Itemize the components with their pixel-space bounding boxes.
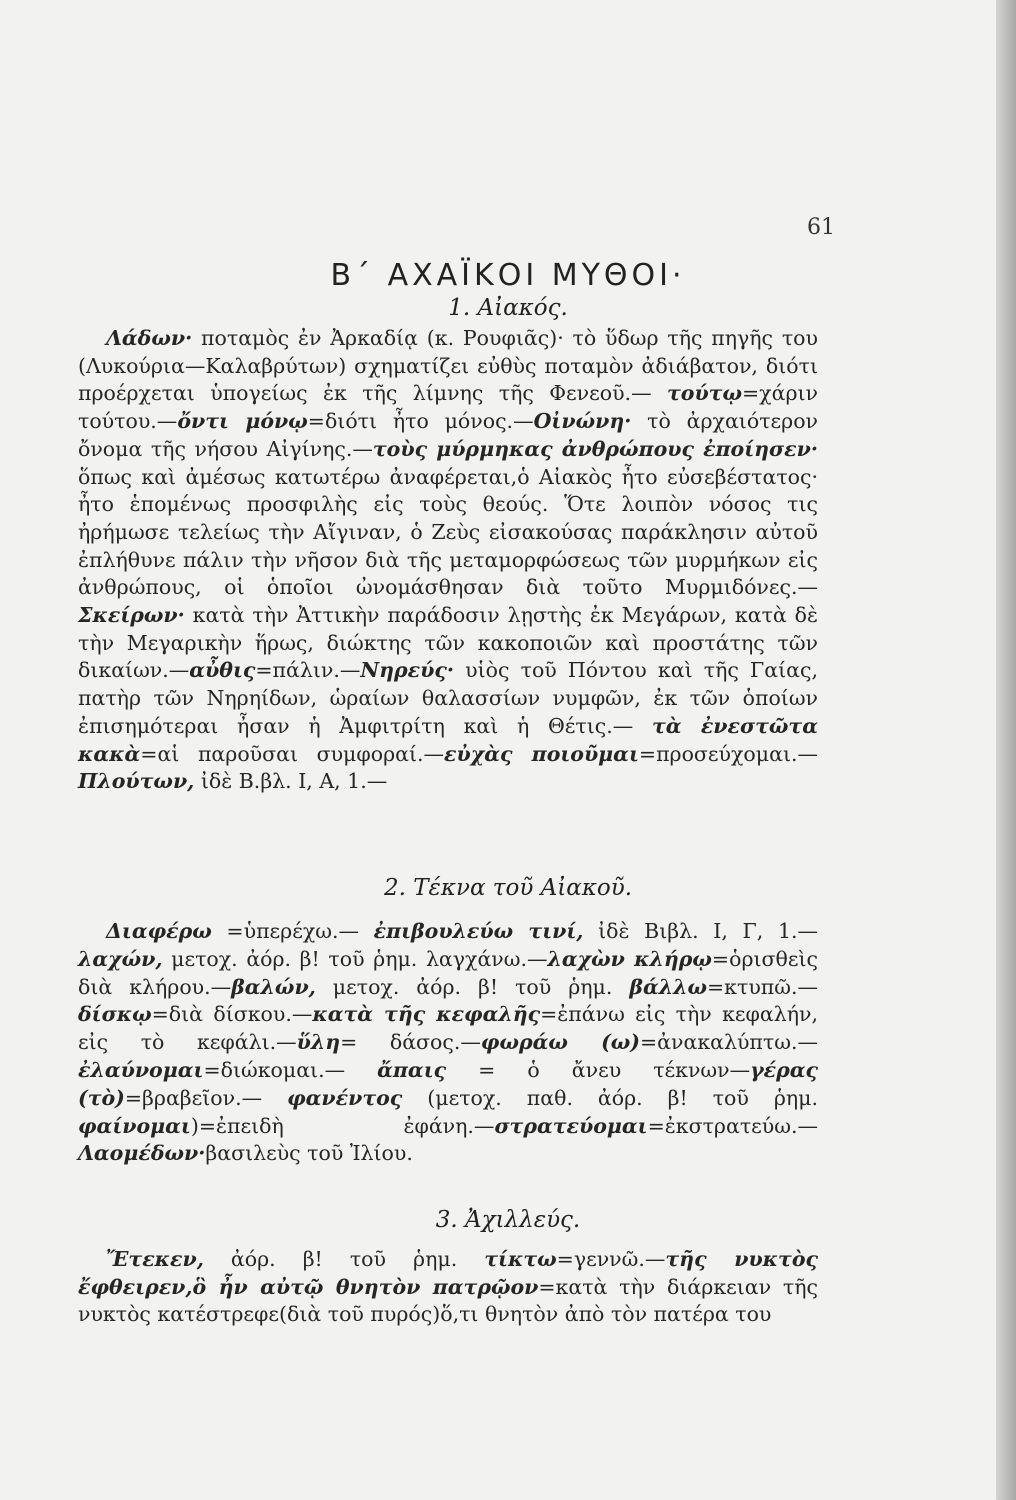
lemma-term: βαλών, [231,974,316,999]
gloss-text: ποταμὸς ἐν Ἀρκαδίᾳ (κ. Ρουφιᾶς)· τὸ ὕδωρ τῆς πηγῆς του (Λυκούρια—Καλαβρύτων) σχηματίζει εὐθὺς ποταμὸν ἀδιάβατον, διότι προέρχεται ὑπογείως ἐκ τῆς λίμνης τῆς Φενεοῦ.— [78,326,818,406]
gloss-text: )=ἐπειδὴ ἐφάνη.— [190,1113,495,1138]
lemma-term: λαχὼν κλήρῳ [547,946,712,971]
lemma-term: Νηρεύς· [360,658,454,683]
gloss-text: ὅπως καὶ ἀμέσως κατωτέρω ἀναφέρεται,ὁ Αἰακὸς ἦτο εὐσεβέστατος· ἦτο ἑπομένως προσφιλὴς εἰς τοὺς θεούς. Ὅτε λοιπὸν νόσος τις ἠρήμωσε τελείως τὴν Αἴγιναν, ὁ Ζεὺς εἰσακούσας παράκλησιν αὐτοῦ ἐπλήθυνε πάλιν τὴν νῆσον διὰ τῆς μεταμορφώσεως τῶν μυρμήκων εἰς ἀνθρώπους, οἱ ὁποῖοι ὠνομάσθησαν διὰ τοῦτο Μυρμιδόνες.— [78,464,818,600]
gloss-text: =προσεύχομαι.— [638,741,818,766]
lemma-term: αὖθις [189,658,256,683]
gloss-text: υἱὸς τοῦ Πόντου καὶ τῆς Γαίας, πατὴρ τῶν Νηρηίδων, ὡραίων θαλασσίων νυμφῶν, ἐκ τῶν ὁποίων ἐπισημότεραι ἦσαν ἡ Ἀμφιτρίτη καὶ ἡ Θέτις.— [78,658,818,738]
gloss-text: =ἐπάνω εἰς τὴν κεφαλήν, εἰς τὸ κεφάλι.— [78,1002,818,1055]
lemma-term: στρατεύομαι [494,1113,648,1138]
gloss-text: =ἀνακαλύπτω.— [640,1030,818,1055]
lemma-term: τούτῳ [666,381,742,406]
lemma-term: Πλούτων, [78,769,195,794]
lemma-term: ὕλη [296,1030,341,1055]
gloss-text: =κατὰ τὴν διάρκειαν τῆς νυκτὸς κατέστρεφε(διὰ τοῦ πυρός)ὅ,τι θνητὸν ἀπὸ τὸν πατέρα του [78,1274,818,1326]
lemma-term: δίσκῳ [78,1002,152,1027]
lemma-term: Λάδων· [106,326,193,350]
gloss-text: =βραβεῖον.— [124,1085,288,1110]
gloss-text: =ὑπερέχω.— [211,919,374,943]
gloss-text: =αἱ παροῦσαι συμφοραί.— [140,741,445,766]
lemma-term: ἐλαύνομαι [78,1057,204,1082]
section-text-aiakos [78,325,818,796]
lemma-term: τὰ ἐνεστῶτα κακὰ [78,713,818,766]
gloss-text: τὸ ἀρχαιότερον ὄνομα τῆς νήσου Αἰγίνης.— [78,409,819,461]
lemma-term: Ἔτεκεν, [106,1247,204,1271]
gloss-text: = ὁ ἄνευ τέκνων— [446,1057,751,1082]
section-heading-tekna: 2. Τέκνα τοῦ Αἰακοῦ. [383,875,633,901]
gloss-text: κατὰ τὴν Ἀττικὴν παράδοσιν λῃστὴς ἐκ Μεγάρων, κατὰ δὲ τὴν Μεγαρικὴν ἥρως, διώκτης τῶν κακοποιῶν καὶ προστάτης τῶν δικαίων.— [78,603,818,683]
gloss-text: =διώκομαι.— [203,1057,378,1082]
lemma-term: τοὺς μύρμηκας ἀνθρώπους ἐποίησεν· [372,436,818,461]
gloss-text: =ὁρισθεὶς διὰ κλήρου.— [78,946,819,999]
gloss-text: = δάσος.— [340,1030,481,1055]
lemma-term: φανέντος [287,1085,403,1110]
lemma-term: τῆς νυκτὸς ἔφθειρεν,ὃ ἦν αὐτῷ θνητὸν πατρῷον [78,1247,818,1299]
section-text-achilleus [78,1246,818,1329]
gloss-text: μετοχ. ἀόρ. β! τοῦ ῥημ. [315,974,630,999]
section-text-tekna [78,918,818,1168]
lemma-term: φωράω (ω) [480,1030,640,1055]
lemma-term: ἐπιβουλεύω τινί, [373,919,584,943]
lemma-term: κατὰ τῆς κεφαλῆς [312,1002,541,1027]
lemma-term: ὄντι μόνῳ [177,409,308,434]
section-heading-achilleus: 3. Ἀχιλλεύς. [435,1207,581,1233]
gloss-text: ἰδὲ Βιβλ. Ι, Γ, 1.— [583,919,819,943]
lemma-term: Διαφέρω [106,919,212,943]
lemma-term: φαίνομαι [78,1113,191,1138]
gloss-text: =ἐκστρατεύω.— [647,1113,818,1138]
gloss-text: μετοχ. ἀόρ. β! τοῦ ῥημ. λαγχάνω.— [162,946,548,971]
page-number: 61 [807,215,835,240]
lemma-term: ἄπαις [377,1057,447,1082]
lemma-term: βάλλω [629,974,707,999]
gloss-text: =πάλιν.— [255,658,361,683]
gloss-text: =χάριν τούτου.— [78,381,818,434]
lemma-term: εὐχὰς ποιοῦμαι [444,741,639,766]
gloss-text: (μετοχ. παθ. ἀόρ. β! τοῦ ῥημ. [402,1085,818,1110]
lemma-term: Οἰνώνη· [533,409,632,434]
page-edge [996,0,1016,1500]
lemma-term: λαχών, [78,946,163,971]
lemma-term: γέρας (τὸ) [78,1057,818,1110]
gloss-text: ἰδὲ Β.βλ. Ι, Α, 1.— [194,769,388,794]
chapter-title: Β΄ ΑΧΑΪΚΟΙ ΜΥΘΟΙ· [330,258,686,293]
gloss-text: =διότι ἦτο μόνος.— [307,409,534,434]
gloss-text: βασιλεὺς τοῦ Ἰλίου. [205,1141,413,1166]
section-heading-aiakos: 1. Αἰακός. [448,295,568,321]
lemma-term: τίκτω [484,1247,557,1271]
lemma-term: Λαομέδων· [78,1141,206,1166]
gloss-text: ἀόρ. β! τοῦ ῥημ. [203,1247,485,1271]
gloss-text: =διὰ δίσκου.— [151,1002,313,1027]
gloss-text: =γεννῶ.— [556,1247,666,1271]
gloss-text: =κτυπῶ.— [707,974,818,999]
lemma-term: Σκείρων· [78,603,185,628]
